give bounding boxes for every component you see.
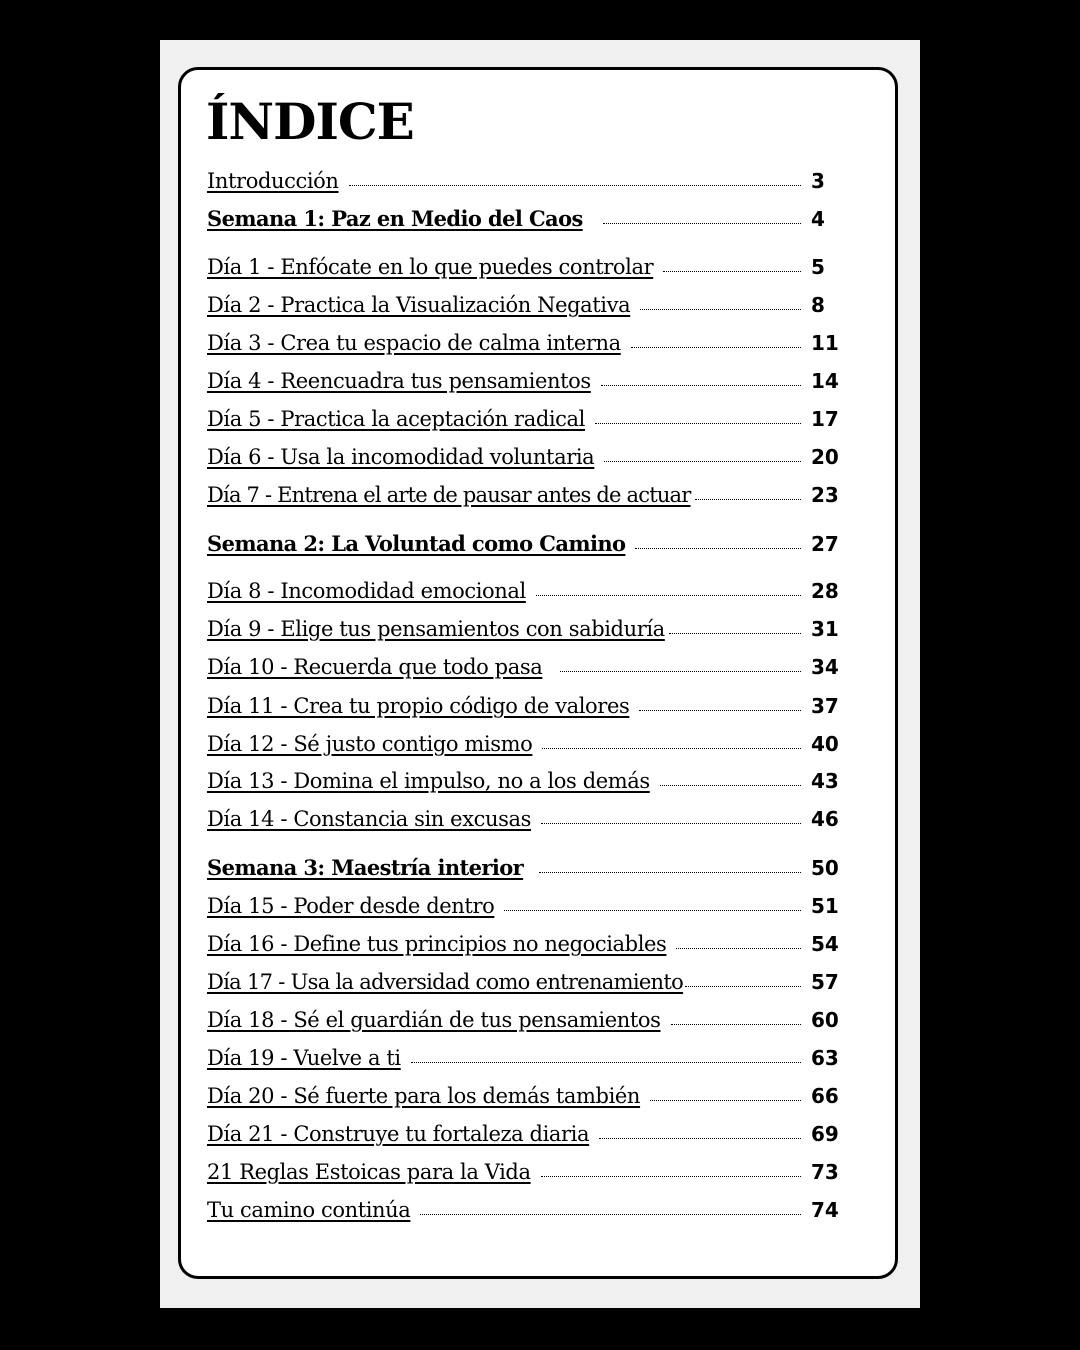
toc-entry-day-6[interactable] bbox=[207, 440, 847, 470]
toc-entry-page: 28 bbox=[811, 579, 839, 603]
toc-entry-label[interactable]: Semana 1: Paz en Medio del Caos bbox=[207, 206, 583, 231]
dot-leader bbox=[595, 423, 801, 424]
toc-entry-day-15[interactable] bbox=[207, 889, 847, 919]
toc-entry-page: 27 bbox=[811, 532, 839, 556]
toc-entry-stoic-rules[interactable] bbox=[207, 1155, 847, 1185]
dot-leader bbox=[671, 1024, 801, 1025]
toc-entry-week-2[interactable] bbox=[207, 527, 847, 557]
dot-leader bbox=[635, 548, 801, 549]
dot-leader bbox=[669, 633, 801, 634]
toc-entry-label[interactable]: Día 10 - Recuerda que todo pasa bbox=[207, 655, 543, 679]
toc-entry-label[interactable]: Día 11 - Crea tu propio código de valores bbox=[207, 694, 630, 718]
toc-entry-label[interactable]: Día 3 - Crea tu espacio de calma interna bbox=[207, 331, 621, 355]
toc-entry-week-3[interactable] bbox=[207, 851, 847, 881]
toc-entry-day-14[interactable] bbox=[207, 802, 847, 832]
toc-entry-page: 74 bbox=[811, 1198, 839, 1222]
dot-leader bbox=[411, 1062, 801, 1063]
dot-leader bbox=[541, 823, 801, 824]
toc-entry-label[interactable]: Día 20 - Sé fuerte para los demás también bbox=[207, 1084, 641, 1108]
dot-leader bbox=[640, 309, 801, 310]
dot-leader bbox=[504, 910, 801, 911]
toc-entry-label[interactable]: Día 14 - Constancia sin excusas bbox=[207, 807, 532, 831]
toc-entry-page: 3 bbox=[811, 169, 825, 193]
toc-entry-page: 63 bbox=[811, 1046, 839, 1070]
toc-entry-label[interactable]: Día 1 - Enfócate en lo que puedes controlar bbox=[207, 255, 654, 279]
toc-entry-label[interactable]: Tu camino continúa bbox=[207, 1198, 411, 1222]
toc-entry-label[interactable]: Día 12 - Sé justo contigo mismo bbox=[207, 732, 533, 756]
page-title: ÍNDICE bbox=[206, 92, 414, 151]
dot-leader bbox=[349, 185, 801, 186]
toc-entry-label[interactable]: Día 13 - Domina el impulso, no a los demás bbox=[207, 769, 650, 793]
toc-entry-day-5[interactable] bbox=[207, 402, 847, 432]
toc-entry-page: 51 bbox=[811, 894, 839, 918]
toc-entry-label[interactable]: Día 16 - Define tus principios no negociables bbox=[207, 932, 667, 956]
toc-entry-page: 46 bbox=[811, 807, 839, 831]
toc-entry-page: 31 bbox=[811, 617, 839, 641]
toc-entry-label[interactable]: Semana 3: Maestría interior bbox=[207, 855, 524, 880]
toc-entry-label[interactable]: Día 7 - Entrena el arte de pausar antes de actuar bbox=[207, 483, 691, 507]
dot-leader bbox=[660, 785, 801, 786]
toc-entry-page: 73 bbox=[811, 1160, 839, 1184]
toc-entry-page: 60 bbox=[811, 1008, 839, 1032]
dot-leader bbox=[601, 385, 801, 386]
toc-entry-day-8[interactable] bbox=[207, 574, 847, 604]
toc-entry-label[interactable]: Día 21 - Construye tu fortaleza diaria bbox=[207, 1122, 590, 1146]
toc-entry-page: 14 bbox=[811, 369, 839, 393]
toc-entry-label[interactable]: Día 8 - Incomodidad emocional bbox=[207, 579, 526, 603]
toc-entry-label[interactable]: Día 5 - Practica la aceptación radical bbox=[207, 407, 585, 431]
toc-entry-day-17[interactable] bbox=[207, 965, 847, 995]
dot-leader bbox=[599, 1138, 801, 1139]
toc-entry-day-3[interactable] bbox=[207, 326, 847, 356]
toc-entry-page: 11 bbox=[811, 331, 839, 355]
toc-entry-page: 34 bbox=[811, 655, 839, 679]
toc-entry-page: 66 bbox=[811, 1084, 839, 1108]
toc-entry-page: 17 bbox=[811, 407, 839, 431]
dot-leader bbox=[631, 347, 801, 348]
toc-entry-label[interactable]: Día 4 - Reencuadra tus pensamientos bbox=[207, 369, 591, 393]
dot-leader bbox=[639, 710, 801, 711]
dot-leader bbox=[420, 1214, 801, 1215]
toc-entry-day-19[interactable] bbox=[207, 1041, 847, 1071]
toc-entry-page: 8 bbox=[811, 293, 825, 317]
toc-entry-page: 54 bbox=[811, 932, 839, 956]
toc-entry-day-12[interactable] bbox=[207, 727, 847, 757]
toc-entry-label[interactable]: 21 Reglas Estoicas para la Vida bbox=[207, 1160, 531, 1184]
toc-entry-page: 4 bbox=[811, 207, 825, 231]
toc-entry-day-4[interactable] bbox=[207, 364, 847, 394]
toc-entry-day-13[interactable] bbox=[207, 764, 847, 794]
toc-entry-introduction[interactable] bbox=[207, 164, 847, 194]
toc-entry-page: 43 bbox=[811, 769, 839, 793]
toc-entry-page: 23 bbox=[811, 483, 839, 507]
dot-leader bbox=[685, 986, 801, 987]
toc-entry-label[interactable]: Día 9 - Elige tus pensamientos con sabiduría bbox=[207, 617, 665, 641]
toc-entry-day-7[interactable] bbox=[207, 478, 847, 508]
dot-leader bbox=[604, 461, 801, 462]
dot-leader bbox=[663, 271, 801, 272]
toc-entry-day-20[interactable] bbox=[207, 1079, 847, 1109]
toc-entry-page: 69 bbox=[811, 1122, 839, 1146]
toc-entry-label[interactable]: Semana 2: La Voluntad como Camino bbox=[207, 531, 626, 556]
toc-entry-label[interactable]: Introducción bbox=[207, 169, 339, 193]
dot-leader bbox=[676, 948, 801, 949]
dot-leader bbox=[695, 499, 801, 500]
toc-entry-day-2[interactable] bbox=[207, 288, 847, 318]
toc-entry-day-11[interactable] bbox=[207, 689, 847, 719]
toc-entry-your-path[interactable] bbox=[207, 1193, 847, 1223]
dot-leader bbox=[603, 223, 801, 224]
toc-entry-page: 20 bbox=[811, 445, 839, 469]
toc-entry-label[interactable]: Día 17 - Usa la adversidad como entrenamiento bbox=[207, 970, 684, 994]
dot-leader bbox=[539, 872, 801, 873]
dot-leader bbox=[560, 671, 801, 672]
toc-entry-week-1[interactable] bbox=[207, 202, 847, 232]
toc-entry-page: 40 bbox=[811, 732, 839, 756]
dot-leader bbox=[536, 595, 801, 596]
toc-entry-page: 37 bbox=[811, 694, 839, 718]
toc-entry-day-10[interactable] bbox=[207, 650, 847, 680]
toc-entry-label[interactable]: Día 2 - Practica la Visualización Negativa bbox=[207, 293, 631, 317]
toc-entry-day-21[interactable] bbox=[207, 1117, 847, 1147]
dot-leader bbox=[542, 748, 801, 749]
toc-entry-day-1[interactable] bbox=[207, 250, 847, 280]
toc-entry-label[interactable]: Día 18 - Sé el guardián de tus pensamientos bbox=[207, 1008, 661, 1032]
toc-entry-label[interactable]: Día 15 - Poder desde dentro bbox=[207, 894, 495, 918]
toc-entry-page: 50 bbox=[811, 856, 839, 880]
toc-entry-day-18[interactable] bbox=[207, 1003, 847, 1033]
toc-entry-page: 5 bbox=[811, 255, 825, 279]
toc-entry-day-9[interactable] bbox=[207, 612, 847, 642]
toc-entry-label[interactable]: Día 19 - Vuelve a ti bbox=[207, 1046, 401, 1070]
toc-entry-day-16[interactable] bbox=[207, 927, 847, 957]
dot-leader bbox=[541, 1176, 801, 1177]
toc-entry-page: 57 bbox=[811, 970, 839, 994]
dot-leader bbox=[650, 1100, 801, 1101]
toc-entry-label[interactable]: Día 6 - Usa la incomodidad voluntaria bbox=[207, 445, 595, 469]
